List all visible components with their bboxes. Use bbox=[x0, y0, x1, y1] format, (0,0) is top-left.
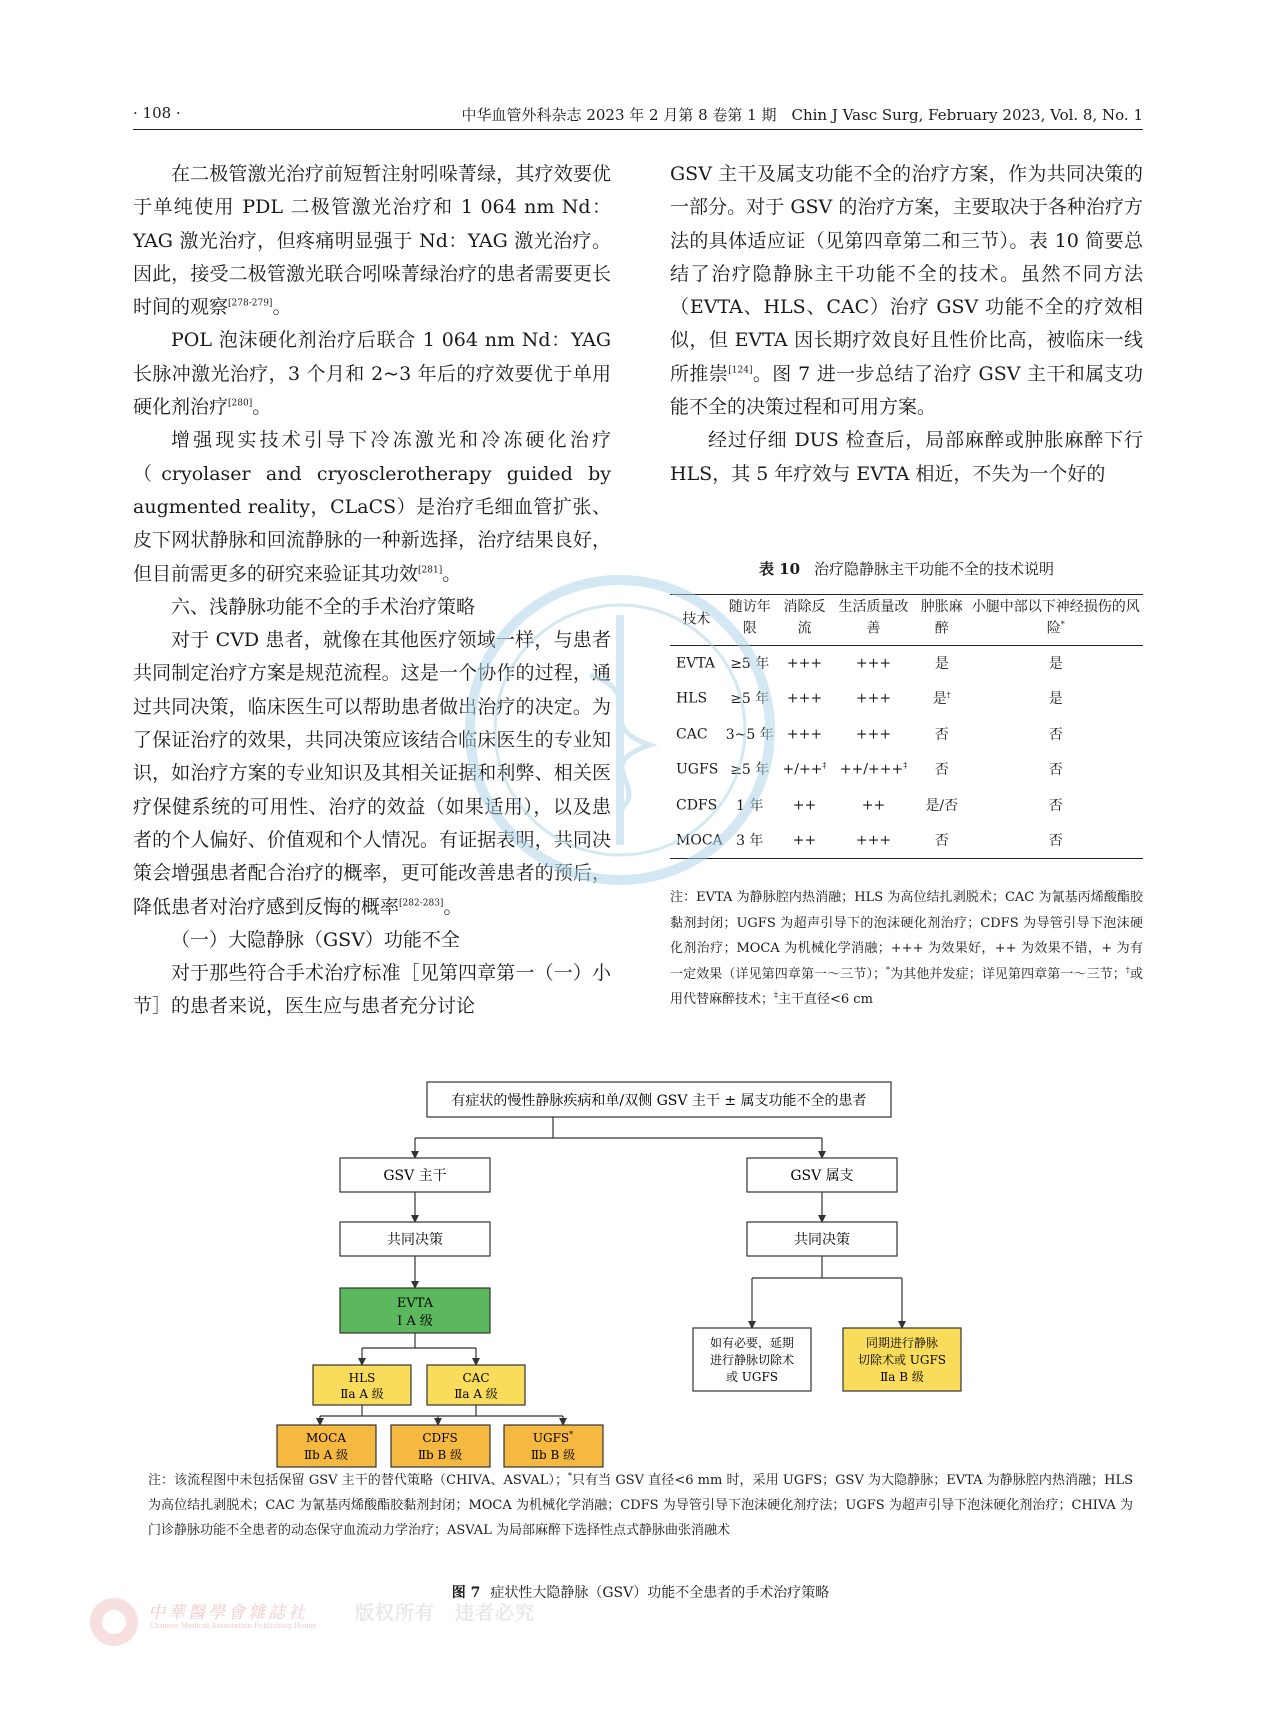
subsection-heading: （一）大隐静脉（GSV）功能不全 bbox=[171, 928, 460, 951]
publisher-name: 中華醫學會雜誌社 bbox=[148, 1603, 308, 1623]
table-cell: 否 bbox=[1048, 726, 1063, 743]
paragraph: 在二极管激光治疗前短暂注射吲哚菁绿，其疗效要优于单纯使用 PDL 二极管激光治疗和 1 064 nm Nd：YAG 激光治疗，但疼痛明显强于 Nd：YAG 激光治疗。因此，接受二极管激光联合吲哚菁绿治疗的患者需要更长时间的观察[278-279]。 bbox=[133, 163, 611, 319]
table-cell: +++ bbox=[786, 690, 823, 707]
table-header-cell: 小腿中部以下神经损伤的风险* bbox=[968, 595, 1143, 646]
table-cell: ++ bbox=[777, 823, 832, 859]
paragraph: 对于那些符合手术治疗标准［见第四章第一（一）小节］的患者来说，医生应与患者充分讨论 bbox=[133, 962, 611, 1018]
table-cell: +++ bbox=[786, 655, 823, 672]
right-column bbox=[670, 158, 1143, 491]
table-cell: +++ bbox=[855, 690, 892, 707]
table-cell: 是 bbox=[934, 656, 949, 673]
table-cell: +/++‡ bbox=[782, 761, 827, 778]
table-title: 表 10 治疗隐静脉主干功能不全的技术说明 bbox=[758, 560, 1055, 578]
table-cell: 否 bbox=[934, 726, 949, 743]
table-cell: 否 bbox=[1048, 762, 1063, 779]
table-cell: ++ bbox=[861, 797, 886, 814]
table-cell: 是/否 bbox=[925, 797, 959, 814]
table-cell: MOCA bbox=[670, 823, 723, 859]
table-cell: 是 bbox=[1048, 656, 1063, 673]
flow-text-concurrent-1: 同期进行静脉 bbox=[865, 1336, 939, 1350]
table-cell: ≥5 年 bbox=[730, 656, 770, 673]
flow-text-cac: CAC bbox=[462, 1371, 490, 1385]
seal-watermark bbox=[455, 525, 785, 935]
flow-text-delayed-3: 或 UGFS bbox=[725, 1370, 779, 1384]
flow-text-shared-decision-right: 共同决策 bbox=[794, 1232, 850, 1248]
paragraph: 增强现实技术引导下冷冻激光和冷冻硬化治疗（cryolaser and cryosclerotherapy guided by augmented reality，CLaCS）是治疗毛细血管扩张、皮下网状静脉和回流静脉的一种新选择，治疗结果良好，但目前需更多的研究来验证其功效[281]。 bbox=[133, 429, 611, 585]
section-heading: 六、浅静脉功能不全的手术治疗策略 bbox=[171, 595, 476, 618]
table-cell: EVTA bbox=[676, 655, 716, 672]
table-cell: UGFS bbox=[676, 761, 719, 778]
table-cell: +++ bbox=[855, 655, 892, 672]
table-cell: 否 bbox=[934, 762, 949, 779]
paragraph: 经过仔细 DUS 检查后，局部麻醉或肿胀麻醉下行 HLS，其 5 年疗效与 EVTA 相近，不失为一个好的 bbox=[670, 429, 1143, 485]
flow-text-patients: 有症状的慢性静脉疾病和单/双侧 GSV 主干 ± 属支功能不全的患者 bbox=[451, 1093, 867, 1109]
publisher-logo bbox=[84, 1592, 144, 1652]
flow-text-cac-grade: Ⅱa A 级 bbox=[454, 1387, 498, 1401]
paragraph: POL 泡沫硬化剂治疗后联合 1 064 nm Nd：YAG 长脉冲激光治疗，3 个月和 2~3 年后的疗效要优于单用硬化剂治疗[280]。 bbox=[133, 329, 611, 419]
table-cell: +++ bbox=[855, 726, 892, 743]
table-cell: +++ bbox=[832, 823, 915, 859]
table-header-cell: 肿胀麻醉 bbox=[915, 595, 969, 646]
table-cell: 3 年 bbox=[723, 823, 777, 859]
table-cell: 3~5 年 bbox=[725, 726, 774, 743]
table-header-cell: 消除反流 bbox=[777, 595, 832, 646]
table-cell: 1 年 bbox=[736, 797, 764, 814]
flow-text-gsv-tributary: GSV 属支 bbox=[790, 1168, 854, 1184]
table-cell: CAC bbox=[676, 726, 708, 743]
figure-caption: 图 7 症状性大隐静脉（GSV）功能不全患者的手术治疗策略 bbox=[451, 1585, 830, 1601]
table-header-cell: 生活质量改善 bbox=[832, 595, 915, 646]
flow-text-concurrent-2: 切除术或 UGFS bbox=[857, 1353, 947, 1367]
table-cell: ≥5 年 bbox=[730, 691, 770, 708]
flow-text-gsv-trunk: GSV 主干 bbox=[383, 1168, 447, 1184]
flow-text-ugfs-grade: Ⅱb B 级 bbox=[530, 1448, 576, 1462]
paragraph: 对于 CVD 患者，就像在其他医疗领域一样，与患者共同制定治疗方案是规范流程。这是一个协作的过程，通过共同决策，临床医生可以帮助患者做出治疗的决定。为了保证治疗的效果，共同决策应该结合临床医生的专业知识，如治疗方案的专业知识及其相关证据和利弊、相关医疗保健系统的可用性、治疗的效益（如果适用），以及患者的个人偏好、价值观和个人情况。有证据表明，共同决策会增强患者配合治疗的概率，更可能改善患者的预后，降低患者对治疗感到反悔的概率[282-283]。 bbox=[133, 629, 611, 918]
table-cell: 是 bbox=[1048, 691, 1063, 708]
paragraph: GSV 主干及属支功能不全的治疗方案，作为共同决策的一部分。对于 GSV 的治疗方案，主要取决于各种治疗方法的具体适应证（见第四章第二和三节）。表 10 简要总结了治疗隐静脉主干功能不全的技术。虽然不同方法（EVTA、HLS、CAC）治疗 GSV 功能不全的疗效相似，但 EVTA 因长期疗效良好且性价比高，被临床一线所推崇[124]。图 7 进一步总结了治疗 GSV 主干和属支功能不全的决策过程和可用方案。 bbox=[670, 163, 1143, 419]
table-header-cell: 随访年限 bbox=[723, 595, 777, 646]
table-cell: ≥5 年 bbox=[730, 762, 770, 779]
table-note: 注：EVTA 为静脉腔内热消融；HLS 为高位结扎剥脱术；CAC 为氰基丙烯酸酯胶黏剂封闭；UGFS 为超声引导下的泡沫硬化剂治疗；CDFS 为导管引导下泡沫硬化剂治疗；MOCA 为机械化学消融；+++ 为效果好，++ 为效果不错，+ 为有一定效果（详见第四章第一～三节）；*为其他并发症；详见第四章第一～三节；†或用代替麻醉技术；‡主干直径<6 cm bbox=[670, 890, 1143, 1007]
page-number: · 108 · bbox=[133, 104, 181, 122]
flow-text-hls-grade: Ⅱa A 级 bbox=[340, 1387, 384, 1401]
flow-text-cdfs: CDFS bbox=[422, 1431, 458, 1445]
flow-text-delayed-1: 如有必要，延期 bbox=[709, 1336, 795, 1350]
table-cell: 否 bbox=[968, 823, 1143, 859]
flow-text-moca: MOCA bbox=[306, 1431, 346, 1445]
table-header-cell: 技术 bbox=[670, 595, 723, 646]
flow-text-hls: HLS bbox=[348, 1371, 376, 1385]
table-cell: +++ bbox=[786, 726, 823, 743]
copyright-notice: 版权所有 违者必究 bbox=[355, 1602, 536, 1624]
table-cell: CDFS bbox=[676, 797, 718, 814]
table-cell: ++ bbox=[792, 797, 817, 814]
table-cell: 否 bbox=[915, 823, 969, 859]
figure-note: 注：该流程图中未包括保留 GSV 主干的替代策略（CHIVA、ASVAL）；*只有当 GSV 直径<6 mm 时，采用 UGFS；GSV 为大隐静脉；EVTA 为静脉腔内热消融；HLS 为高位结扎剥脱术；CAC 为氰基丙烯酸酯胶黏剂封闭；MOCA 为机械化学消融；CDFS 为导管引导下泡沫硬化剂疗法；UGFS 为超声引导下泡沫硬化剂治疗；CHIVA 为门诊静脉功能不全患者的动态保守血流动力学治疗；ASVAL 为局部麻醉下选择性点式静脉曲张消融术 bbox=[148, 1471, 1133, 1538]
journal-citation: 中华血管外科杂志 2023 年 2 月第 8 卷第 1 期 Chin J Vasc Surg, February 2023, Vol. 8, No. 1 bbox=[461, 106, 1143, 124]
table-cell: HLS bbox=[676, 690, 708, 707]
flow-text-shared-decision-left: 共同决策 bbox=[387, 1232, 443, 1248]
publisher-name-en: Chinese Medical Association Publishing House bbox=[150, 1622, 317, 1630]
flow-text-delayed-2: 进行静脉切除术 bbox=[709, 1353, 795, 1367]
flow-text-cdfs-grade: Ⅱb B 级 bbox=[417, 1448, 463, 1462]
flow-text-evta: EVTA bbox=[396, 1296, 434, 1311]
flow-text-ugfs: UGFS* bbox=[532, 1430, 574, 1445]
flow-text-evta-grade: Ⅰ A 级 bbox=[397, 1314, 433, 1329]
table-cell: 否 bbox=[1048, 797, 1063, 814]
table-cell: 是† bbox=[932, 690, 951, 708]
table-cell: ++/+++‡ bbox=[839, 761, 908, 778]
running-header bbox=[133, 104, 1143, 130]
flow-text-concurrent-3: Ⅱa B 级 bbox=[880, 1370, 924, 1384]
flowchart-figure-7 bbox=[303, 1074, 960, 1462]
flow-text-moca-grade: Ⅱb A 级 bbox=[303, 1448, 349, 1462]
